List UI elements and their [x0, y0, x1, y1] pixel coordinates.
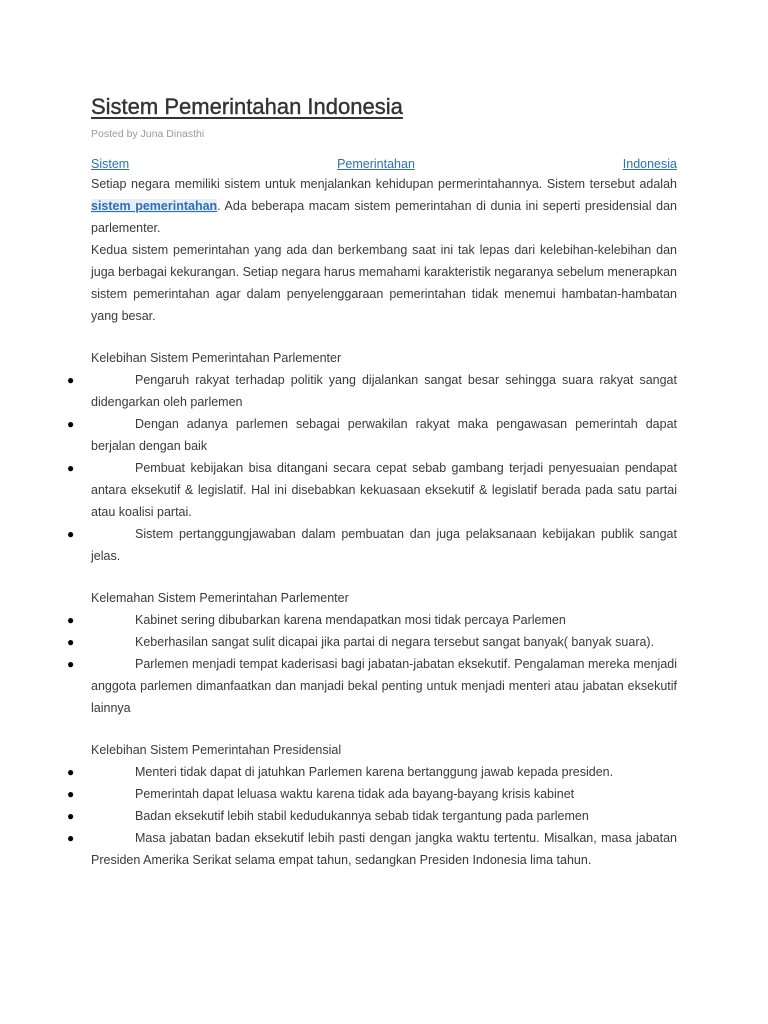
spacer: [91, 567, 677, 587]
list-item-text: Menteri tidak dapat di jatuhkan Parlemen karena bertanggung jawab kepada presiden.: [135, 765, 614, 779]
title-link-row: [91, 155, 677, 173]
article: [67, 92, 677, 871]
list-item: [67, 631, 677, 653]
bullet-icon: ●: [67, 787, 75, 801]
spacer: [91, 327, 677, 347]
list-item-text: Badan eksekutif lebih stabil kedudukannya sebab tidak tergantung pada parlemen: [135, 809, 589, 823]
list-kelebihan-parlementer: [67, 369, 677, 567]
section-heading-kelebihan-parlementer: Kelebihan Sistem Pemerintahan Parlementer: [91, 351, 342, 365]
section-heading-kelebihan-presidensial: Kelebihan Sistem Pemerintahan Presidensial: [91, 743, 342, 757]
list-item: [67, 761, 677, 783]
sistem-pemerintahan-link[interactable]: sistem pemerintahan: [91, 199, 218, 213]
list-item: [67, 413, 677, 457]
bullet-icon: ●: [67, 461, 75, 475]
intro-paragraph-1: [91, 173, 677, 239]
list-item-text: Kabinet sering dibubarkan karena mendapatkan mosi tidak percaya Parlemen: [135, 613, 566, 627]
list-item-text: Sistem pertanggungjawaban dalam pembuatan dan juga pelaksanaan kebijakan publik sangat jelas.: [91, 527, 677, 563]
list-item: [67, 783, 677, 805]
intro-text-after-link: . Ada beberapa macam sistem pemerintahan di dunia ini seperti presidensial dan parlementer.: [91, 199, 677, 235]
list-item: [67, 369, 677, 413]
list-item-text: Pengaruh rakyat terhadap politik yang dijalankan sangat besar sehingga suara rakyat sangat didengarkan oleh parlemen: [91, 373, 677, 409]
page-title: Sistem Pemerintahan Indonesia: [91, 94, 403, 119]
list-item-text: Dengan adanya parlemen sebagai perwakilan rakyat maka pengawasan pemerintah dapat berjalan dengan baik: [91, 417, 677, 453]
list-item: [67, 523, 677, 567]
list-item: [67, 805, 677, 827]
intro-text-before-link: Setiap negara memiliki sistem untuk menjalankan kehidupan permerintahannya. Sistem tersebut adalah: [91, 177, 677, 191]
bullet-icon: ●: [67, 373, 75, 387]
title-link-word-sistem[interactable]: Sistem: [91, 157, 130, 171]
bullet-icon: ●: [67, 527, 75, 541]
bullet-icon: ●: [67, 417, 75, 431]
list-item-text: Masa jabatan badan eksekutif lebih pasti dengan jangka waktu tertentu. Misalkan, masa jabatan Presiden Amerika Serikat selama empat tahun, sedangkan Presiden Indonesia lima tahun.: [91, 831, 677, 867]
bullet-icon: ●: [67, 765, 75, 779]
bullet-icon: ●: [67, 657, 75, 671]
title-link-word-indonesia[interactable]: Indonesia: [622, 157, 677, 171]
list-kelemahan-parlementer: [67, 609, 677, 719]
list-item: [67, 609, 677, 631]
list-kelebihan-presidensial: [67, 761, 677, 871]
list-item: [67, 457, 677, 523]
section-heading-kelemahan-parlementer: Kelemahan Sistem Pemerintahan Parlementer: [91, 591, 349, 605]
title-link-word-pemerintahan[interactable]: Pemerintahan: [337, 157, 415, 171]
list-item: [67, 827, 677, 871]
list-item: [67, 653, 677, 719]
bullet-icon: ●: [67, 613, 75, 627]
list-item-text: Pemerintah dapat leluasa waktu karena tidak ada bayang-bayang krisis kabinet: [135, 787, 575, 801]
spacer: [91, 719, 677, 739]
list-item-text: Pembuat kebijakan bisa ditangani secara cepat sebab gambang terjadi penyesuaian pendapat antara eksekutif & legislatif. Hal ini disebabkan kekuasaan eksekutif & legislatif berada pada satu partai atau koalisi partai.: [91, 461, 677, 519]
intro-paragraph-2: Kedua sistem pemerintahan yang ada dan berkembang saat ini tak lepas dari kelebihan-kelebihan dan juga berbagai kekurangan. Setiap negara harus memahami karakteristik negaranya sebelum menerapkan sistem pemerintahan agar dalam penyelenggaraan pemerintahan tidak menemui hambatan-hambatan yang besar.: [91, 243, 677, 323]
bullet-icon: ●: [67, 831, 75, 845]
bullet-icon: ●: [67, 635, 75, 649]
bullet-icon: ●: [67, 809, 75, 823]
list-item-text: Keberhasilan sangat sulit dicapai jika partai di negara tersebut sangat banyak( banyak suara).: [135, 635, 655, 649]
byline: Posted by Juna Dinasthi: [91, 128, 205, 140]
list-item-text: Parlemen menjadi tempat kaderisasi bagi jabatan-jabatan eksekutif. Pengalaman mereka menjadi anggota parlemen dimanfaatkan dan manjadi bekal penting untuk menjadi menteri atau jabatan eksekutif lainnya: [91, 657, 677, 715]
